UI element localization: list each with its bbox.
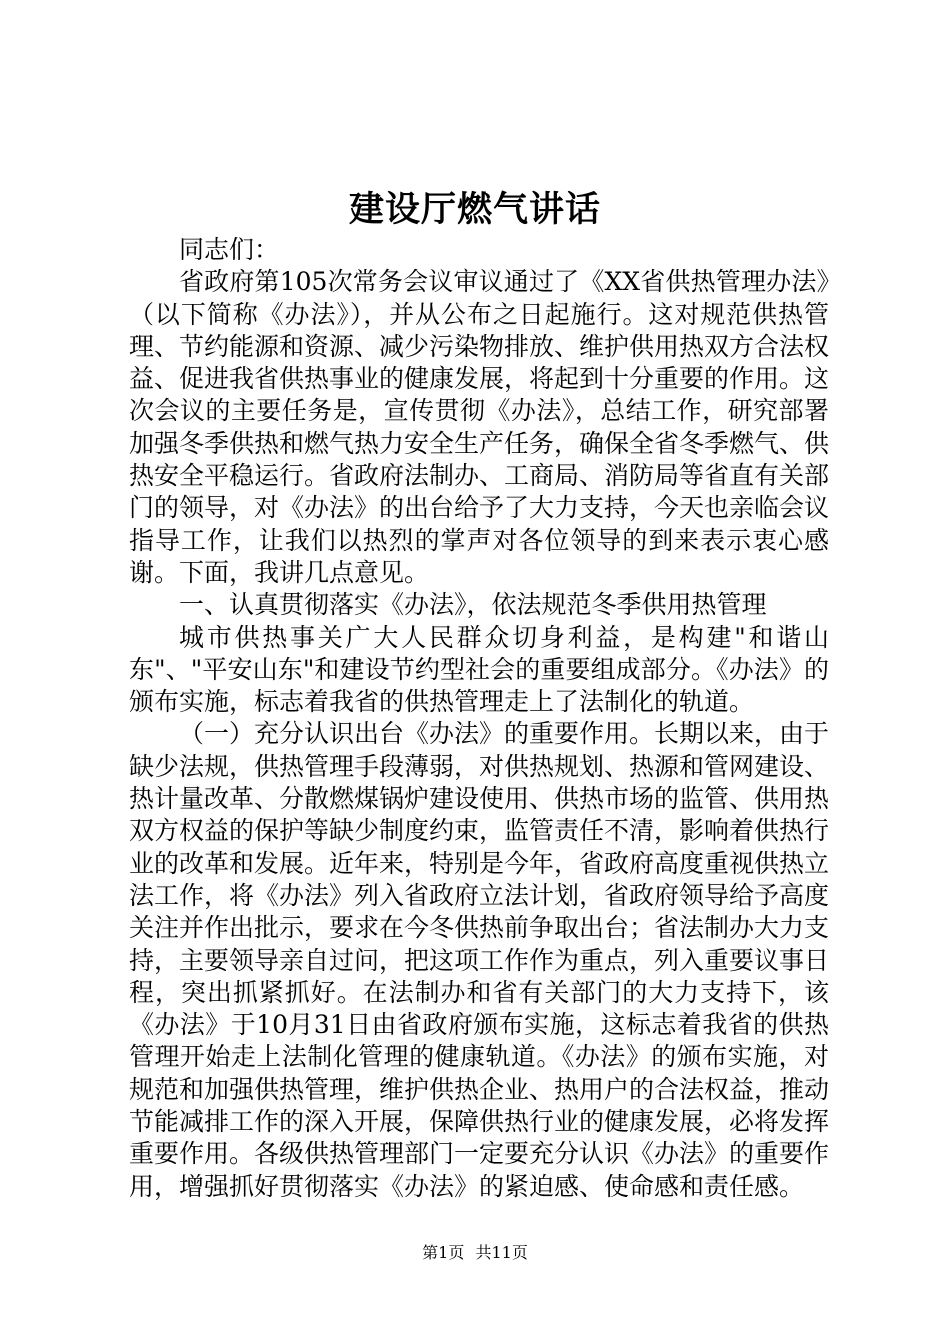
page-total: 共11页 (475, 1243, 528, 1262)
section-heading-1: 一、认真贯彻落实《办法》，依法规范冬季供用热管理 (179, 590, 767, 620)
document-body (129, 234, 829, 1203)
page-footer (0, 1242, 950, 1264)
salutation-paragraph: 同志们： (179, 235, 280, 264)
page-number: 第1页 (422, 1243, 465, 1262)
intro-paragraph: 省政府第105次常务会议审议通过了《XX省供热管理办法》（以下简称《办法》），并从公布之日起施行。这对规范供热管理、节约能源和资源、减少污染物排放、维护供用热双方合法权益、促进我省供热事业的健康发展，将起到十分重要的作用。这次会议的主要任务是，宣传贯彻《办法》，总结工作，研究部署加强冬季供热和燃气热力安全生产任务，确保全省冬季燃气、供热安全平稳运行。省政府法制办、工商局、消防局等省直有关部门的领导，对《办法》的出台给予了大力支持，今天也亲临会议指导工作，让我们以热烈的掌声对各位领导的到来表示衷心感谢。下面，我讲几点意见。 (129, 267, 830, 587)
body-paragraph: 城市供热事关广大人民群众切身利益，是构建"和谐山东"、"平安山东"和建设节约型社会的重要组成部分。《办法》的颁布实施，标志着我省的供热管理走上了法制化的轨道。 (129, 622, 829, 717)
document-title: 建设厅燃气讲话 (348, 189, 601, 230)
body-paragraph: （一）充分认识出台《办法》的重要作用。长期以来，由于缺少法规，供热管理手段薄弱，对供热规划、热源和管网建设、热计量改革、分散燃煤锅炉建设使用、供热市场的监管、供用热双方权益的保护等缺少制度约束，监管责任不清，影响着供热行业的改革和发展。近年来，特别是今年，省政府高度重视供热立法工作，将《办法》列入省政府立法计划，省政府领导给予高度关注并作出批示，要求在今冬供热前争取出台；省法制办大力支持，主要领导亲自过问，把这项工作作为重点，列入重要议事日程，突出抓紧抓好。在法制办和省有关部门的大力支持下，该《办法》于10月31日由省政府颁布实施，这标志着我省的供热管理开始走上法制化管理的健康轨道。《办法》的颁布实施，对规范和加强供热管理，维护供热企业、热用户的合法权益，推动节能减排工作的深入开展，保障供热行业的健康发展，必将发挥重要作用。各级供热管理部门一定要充分认识《办法》的重要作用，增强抓好贯彻落实《办法》的紧迫感、使命感和责任感。 (129, 719, 830, 1201)
